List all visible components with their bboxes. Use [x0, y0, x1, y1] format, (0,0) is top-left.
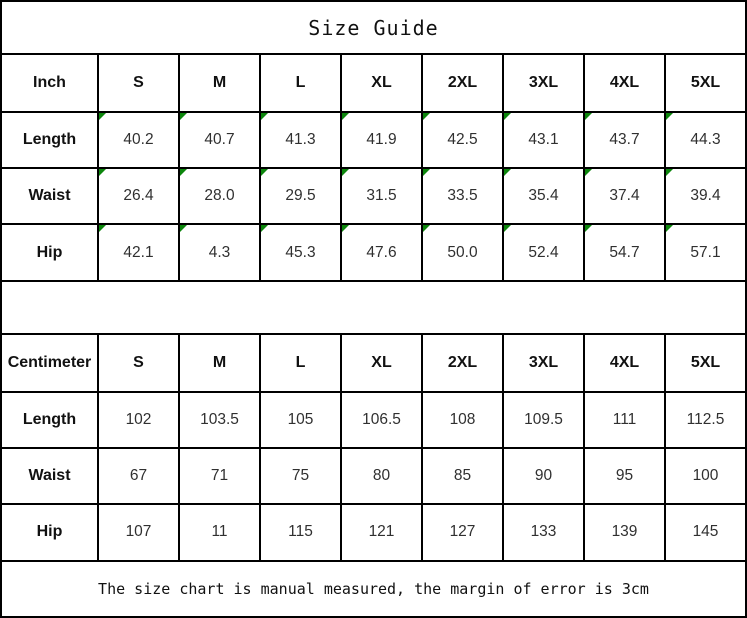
measurement-value-cell	[503, 112, 584, 168]
comment-triangle-icon	[666, 113, 673, 120]
size-column-header: S	[98, 54, 179, 111]
value-text: 31.5	[366, 187, 397, 205]
value-text: 33.5	[447, 187, 478, 205]
comment-triangle-icon	[261, 169, 268, 176]
measurement-value-cell	[665, 112, 746, 168]
comment-triangle-icon	[342, 225, 349, 232]
value-text: 145	[692, 523, 719, 541]
measurement-value-cell	[98, 168, 179, 224]
measurement-value-cell	[422, 112, 503, 168]
measurement-value-cell	[98, 392, 179, 448]
measurement-value-cell	[341, 504, 422, 560]
value-text: 90	[534, 467, 553, 485]
comment-triangle-icon	[423, 225, 430, 232]
inch-section	[1, 54, 746, 280]
measurement-value-cell	[422, 448, 503, 504]
value-text: 44.3	[690, 130, 721, 148]
size-column-header: 5XL	[665, 54, 746, 111]
measurement-value-cell	[422, 504, 503, 560]
value-text: 50.0	[447, 243, 478, 261]
comment-triangle-icon	[585, 225, 592, 232]
comment-triangle-icon	[585, 113, 592, 120]
size-header-row	[1, 334, 746, 391]
value-text: 39.4	[690, 187, 721, 205]
measurement-row	[1, 112, 746, 168]
comment-triangle-icon	[261, 225, 268, 232]
measurement-value-cell	[584, 112, 665, 168]
title-section	[1, 1, 746, 54]
size-column-header: 2XL	[422, 54, 503, 111]
size-column-header: 5XL	[665, 334, 746, 391]
measurement-value-cell	[260, 504, 341, 560]
value-text: 41.3	[285, 130, 316, 148]
measurement-value-cell	[341, 392, 422, 448]
value-text: 54.7	[609, 243, 640, 261]
value-text: 100	[692, 467, 719, 485]
measurement-value-cell	[179, 448, 260, 504]
value-text: 26.4	[123, 187, 154, 205]
comment-triangle-icon	[504, 113, 511, 120]
size-column-header: 2XL	[422, 334, 503, 391]
value-text: 139	[611, 523, 638, 541]
footer-row	[1, 561, 746, 617]
value-text: 107	[125, 523, 152, 541]
measurement-value-cell	[341, 112, 422, 168]
comment-triangle-icon	[585, 169, 592, 176]
measurement-value-cell	[503, 392, 584, 448]
measurement-value-cell	[179, 504, 260, 560]
measurement-value-cell	[422, 168, 503, 224]
page-title: Size Guide	[1, 1, 746, 54]
size-column-header: 4XL	[584, 54, 665, 111]
size-column-header: M	[179, 334, 260, 391]
measurement-label-cell: Waist	[1, 448, 98, 504]
measurement-value-cell	[98, 112, 179, 168]
footer-note: The size chart is manual measured, the margin of error is 3cm	[1, 561, 746, 617]
comment-triangle-icon	[180, 113, 187, 120]
measurement-value-cell	[422, 224, 503, 280]
value-text: 121	[368, 523, 395, 541]
comment-triangle-icon	[423, 113, 430, 120]
measurement-value-cell	[98, 504, 179, 560]
title-row	[1, 1, 746, 54]
measurement-value-cell	[665, 448, 746, 504]
measurement-value-cell	[665, 224, 746, 280]
value-text: 47.6	[366, 243, 397, 261]
unit-label-cell: Centimeter	[1, 334, 98, 391]
size-column-header: 3XL	[503, 54, 584, 111]
value-text: 133	[530, 523, 557, 541]
value-text: 115	[288, 523, 313, 541]
value-text: 105	[287, 410, 314, 428]
comment-triangle-icon	[666, 225, 673, 232]
value-text: 43.1	[528, 130, 559, 148]
measurement-value-cell	[341, 224, 422, 280]
value-text: 112.5	[686, 410, 725, 428]
measurement-label-cell: Length	[1, 392, 98, 448]
measurement-value-cell	[584, 168, 665, 224]
measurement-value-cell	[179, 168, 260, 224]
size-column-header: XL	[341, 334, 422, 391]
value-text: 102	[125, 410, 152, 428]
measurement-value-cell	[503, 168, 584, 224]
measurement-row	[1, 168, 746, 224]
value-text: 40.7	[204, 130, 235, 148]
value-text: 42.1	[123, 243, 154, 261]
section-spacer-cell	[1, 281, 746, 334]
measurement-value-cell	[584, 224, 665, 280]
measurement-label-cell: Hip	[1, 224, 98, 280]
size-column-header: 4XL	[584, 334, 665, 391]
value-text: 11	[211, 523, 228, 541]
comment-triangle-icon	[342, 169, 349, 176]
size-column-header: S	[98, 334, 179, 391]
unit-label-cell: Inch	[1, 54, 98, 111]
comment-triangle-icon	[504, 169, 511, 176]
comment-triangle-icon	[99, 169, 106, 176]
value-text: 85	[453, 467, 472, 485]
comment-triangle-icon	[504, 225, 511, 232]
value-text: 43.7	[609, 130, 640, 148]
measurement-value-cell	[341, 448, 422, 504]
measurement-value-cell	[503, 448, 584, 504]
footer-section	[1, 561, 746, 617]
measurement-value-cell	[98, 448, 179, 504]
comment-triangle-icon	[261, 113, 268, 120]
measurement-value-cell	[260, 224, 341, 280]
value-text: 75	[291, 467, 310, 485]
comment-triangle-icon	[180, 169, 187, 176]
comment-triangle-icon	[423, 169, 430, 176]
value-text: 106.5	[362, 410, 401, 428]
measurement-value-cell	[584, 504, 665, 560]
comment-triangle-icon	[180, 225, 187, 232]
size-column-header: L	[260, 54, 341, 111]
measurement-value-cell	[260, 112, 341, 168]
value-text: 127	[449, 523, 476, 541]
value-text: 95	[615, 467, 634, 485]
measurement-value-cell	[584, 448, 665, 504]
comment-triangle-icon	[99, 113, 106, 120]
measurement-value-cell	[179, 224, 260, 280]
value-text: 4.3	[208, 243, 231, 261]
measurement-value-cell	[503, 224, 584, 280]
value-text: 67	[129, 467, 148, 485]
comment-triangle-icon	[342, 113, 349, 120]
measurement-value-cell	[665, 168, 746, 224]
measurement-row	[1, 504, 746, 560]
size-column-header: M	[179, 54, 260, 111]
value-text: 41.9	[366, 130, 397, 148]
measurement-label-cell: Hip	[1, 504, 98, 560]
measurement-value-cell	[422, 392, 503, 448]
value-text: 28.0	[204, 187, 235, 205]
size-column-header: L	[260, 334, 341, 391]
size-header-row	[1, 54, 746, 111]
measurement-value-cell	[260, 448, 341, 504]
measurement-value-cell	[98, 224, 179, 280]
value-text: 108	[449, 410, 476, 428]
measurement-value-cell	[260, 392, 341, 448]
value-text: 35.4	[528, 187, 559, 205]
measurement-label-cell: Waist	[1, 168, 98, 224]
measurement-value-cell	[179, 112, 260, 168]
value-text: 109.5	[524, 410, 563, 428]
centimeter-section	[1, 334, 746, 560]
size-column-header: 3XL	[503, 334, 584, 391]
measurement-value-cell	[503, 504, 584, 560]
value-text: 71	[210, 467, 229, 485]
value-text: 103.5	[200, 410, 239, 428]
measurement-row	[1, 224, 746, 280]
measurement-value-cell	[260, 168, 341, 224]
measurement-row	[1, 448, 746, 504]
value-text: 29.5	[285, 187, 316, 205]
value-text: 80	[372, 467, 391, 485]
size-column-header: XL	[341, 54, 422, 111]
measurement-label-cell: Length	[1, 112, 98, 168]
value-text: 57.1	[690, 243, 721, 261]
measurement-value-cell	[179, 392, 260, 448]
value-text: 52.4	[528, 243, 559, 261]
value-text: 111	[612, 410, 637, 428]
measurement-row	[1, 392, 746, 448]
spacer-section	[1, 281, 746, 334]
comment-triangle-icon	[99, 225, 106, 232]
section-spacer-row	[1, 281, 746, 334]
measurement-value-cell	[584, 392, 665, 448]
measurement-value-cell	[341, 168, 422, 224]
comment-triangle-icon	[666, 169, 673, 176]
measurement-value-cell	[665, 392, 746, 448]
value-text: 45.3	[285, 243, 316, 261]
measurement-value-cell	[665, 504, 746, 560]
value-text: 42.5	[447, 130, 478, 148]
value-text: 37.4	[609, 187, 640, 205]
value-text: 40.2	[123, 130, 154, 148]
